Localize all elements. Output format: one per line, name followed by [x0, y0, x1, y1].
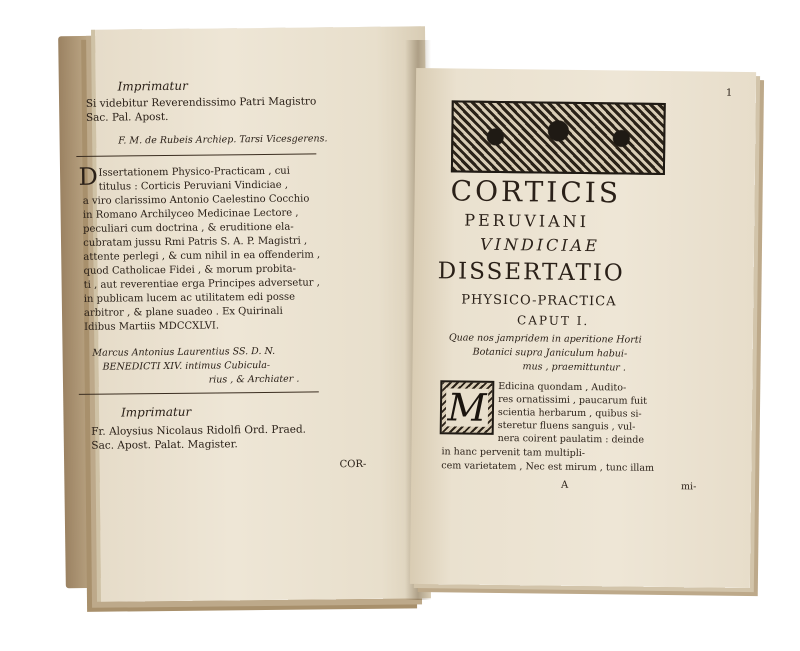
- body-line: in hanc pervenit tam multipli-: [441, 446, 586, 460]
- approbation-line: Idibus Martiis MDCCXLVI.: [84, 320, 220, 333]
- approbation-line: in publicam lucem ac utilitatem edi posse: [83, 291, 296, 305]
- approbation-line: cubratam jussu Rmi Patris S. A. P. Magistri ,: [83, 235, 308, 249]
- signature-line-2: BENEDICTI XIV. intimus Cubicula-: [102, 359, 271, 373]
- divider-rule: [79, 391, 319, 395]
- body-line: scientia herbarum , quibus si-: [497, 406, 642, 420]
- subtitle-line-3: mus , praemittuntur .: [522, 361, 626, 374]
- signature-mark: A: [561, 479, 569, 491]
- left-line-2a: Fr. Aloysius Nicolaus Ridolfi Ord. Praed.: [91, 423, 307, 438]
- title-vindiciae: VINDICIAE: [479, 234, 600, 256]
- approbation-line: titulus : Corticis Peruviani Vindiciae ,: [98, 179, 289, 193]
- decorated-initial: [440, 380, 495, 435]
- catchword-right: mi-: [681, 481, 697, 493]
- title-caput: CAPUT I.: [517, 313, 590, 329]
- approbation-line: attente perlegi , & cum nihil in ea offenderim ,: [83, 249, 321, 263]
- left-page: [78, 26, 431, 601]
- approbation-line: quod Catholicae Fidei , & morum probita-: [83, 263, 297, 277]
- body-line: cem varietatem , Nec est mirum , tunc illam: [441, 460, 655, 474]
- signature-line-3: rius , & Archiater .: [208, 373, 300, 386]
- title-physico-practica: PHYSICO-PRACTICA: [461, 292, 617, 310]
- subtitle-line-2: Botanici supra Janiculum habui-: [472, 346, 628, 360]
- drop-cap: D: [78, 162, 98, 191]
- signature-rubeis: F. M. de Rubeis Archiep. Tarsi Vicesgerens.: [118, 133, 328, 147]
- title-dissertatio: DISSERTATIO: [437, 258, 625, 287]
- title-peruviani: PERUVIANI: [464, 210, 590, 232]
- right-page: [410, 68, 756, 588]
- body-line: nera coirent paulatim : deinde: [497, 432, 645, 446]
- imprimatur-heading-2: Imprimatur: [120, 404, 192, 420]
- body-line: Edicina quondam , Audito-: [498, 380, 627, 394]
- approbation-line: arbitror , & plane suadeo . Ex Quirinali: [83, 305, 283, 319]
- left-line-1a: Si videbitur Reverendissimo Patri Magistro: [85, 95, 317, 110]
- page-number: 1: [725, 87, 733, 99]
- approbation-line: peculiari cum doctrina , & eruditione ela-: [83, 221, 294, 235]
- left-line-1b: Sac. Pal. Apost.: [85, 110, 169, 124]
- approbation-line: a viro clarissimo Antonio Caelestino Cocchio: [82, 193, 310, 207]
- approbation-line: Issertationem Physico-Practicam , cui: [98, 165, 290, 179]
- approbation-line: ti , aut reverentiae erga Principes adversetur ,: [83, 277, 320, 291]
- imprimatur-heading-1: Imprimatur: [117, 78, 188, 94]
- signature-line-1: Marcus Antonius Laurentius SS. D. N.: [92, 345, 276, 359]
- ornamental-headpiece: [451, 100, 666, 175]
- body-line: res ornatissimi , paucarum fuit: [498, 393, 648, 407]
- subtitle-line-1: Quae nos jampridem in aperitione Horti: [448, 332, 642, 346]
- initial-letter: M: [447, 385, 487, 430]
- catchword-left: COR-: [339, 458, 367, 471]
- left-line-2b: Sac. Apost. Palat. Magister.: [91, 438, 238, 452]
- divider-rule: [76, 153, 316, 157]
- title-corticis: CORTICIS: [450, 174, 622, 210]
- approbation-line: in Romano Archilyceo Medicinae Lectore ,: [82, 207, 299, 221]
- body-line: steretur fluens sanguis , vul-: [497, 419, 636, 433]
